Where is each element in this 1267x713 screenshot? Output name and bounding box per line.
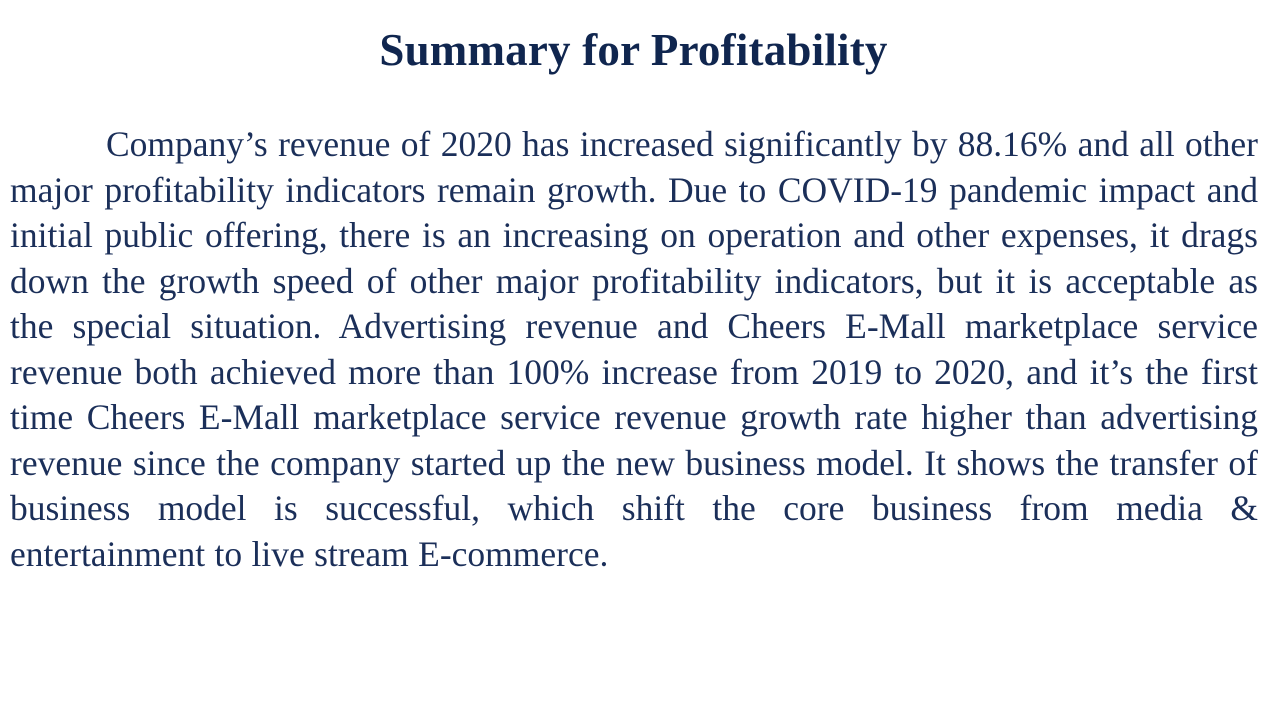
- body-paragraph: Company’s revenue of 2020 has increased significantly by 88.16% and all other major profitability indicators remain growth. Due to COVID-19 pandemic impact and initial public offering, there is an increasing on operation and other expenses, it drags down the growth speed of other major profitability indicators, but it is acceptable as the special situation. Advertising revenue and Cheers E-Mall marketplace service revenue both achieved more than 100% increase from 2019 to 2020, and it’s the first time Cheers E-Mall marketplace service revenue growth rate higher than advertising revenue since the company started up the new business model. It shows the transfer of business model is successful, which shift the core business from media & entertainment to live stream E-commerce.: [10, 124, 1258, 574]
- page-title: Summary for Profitability: [379, 25, 888, 75]
